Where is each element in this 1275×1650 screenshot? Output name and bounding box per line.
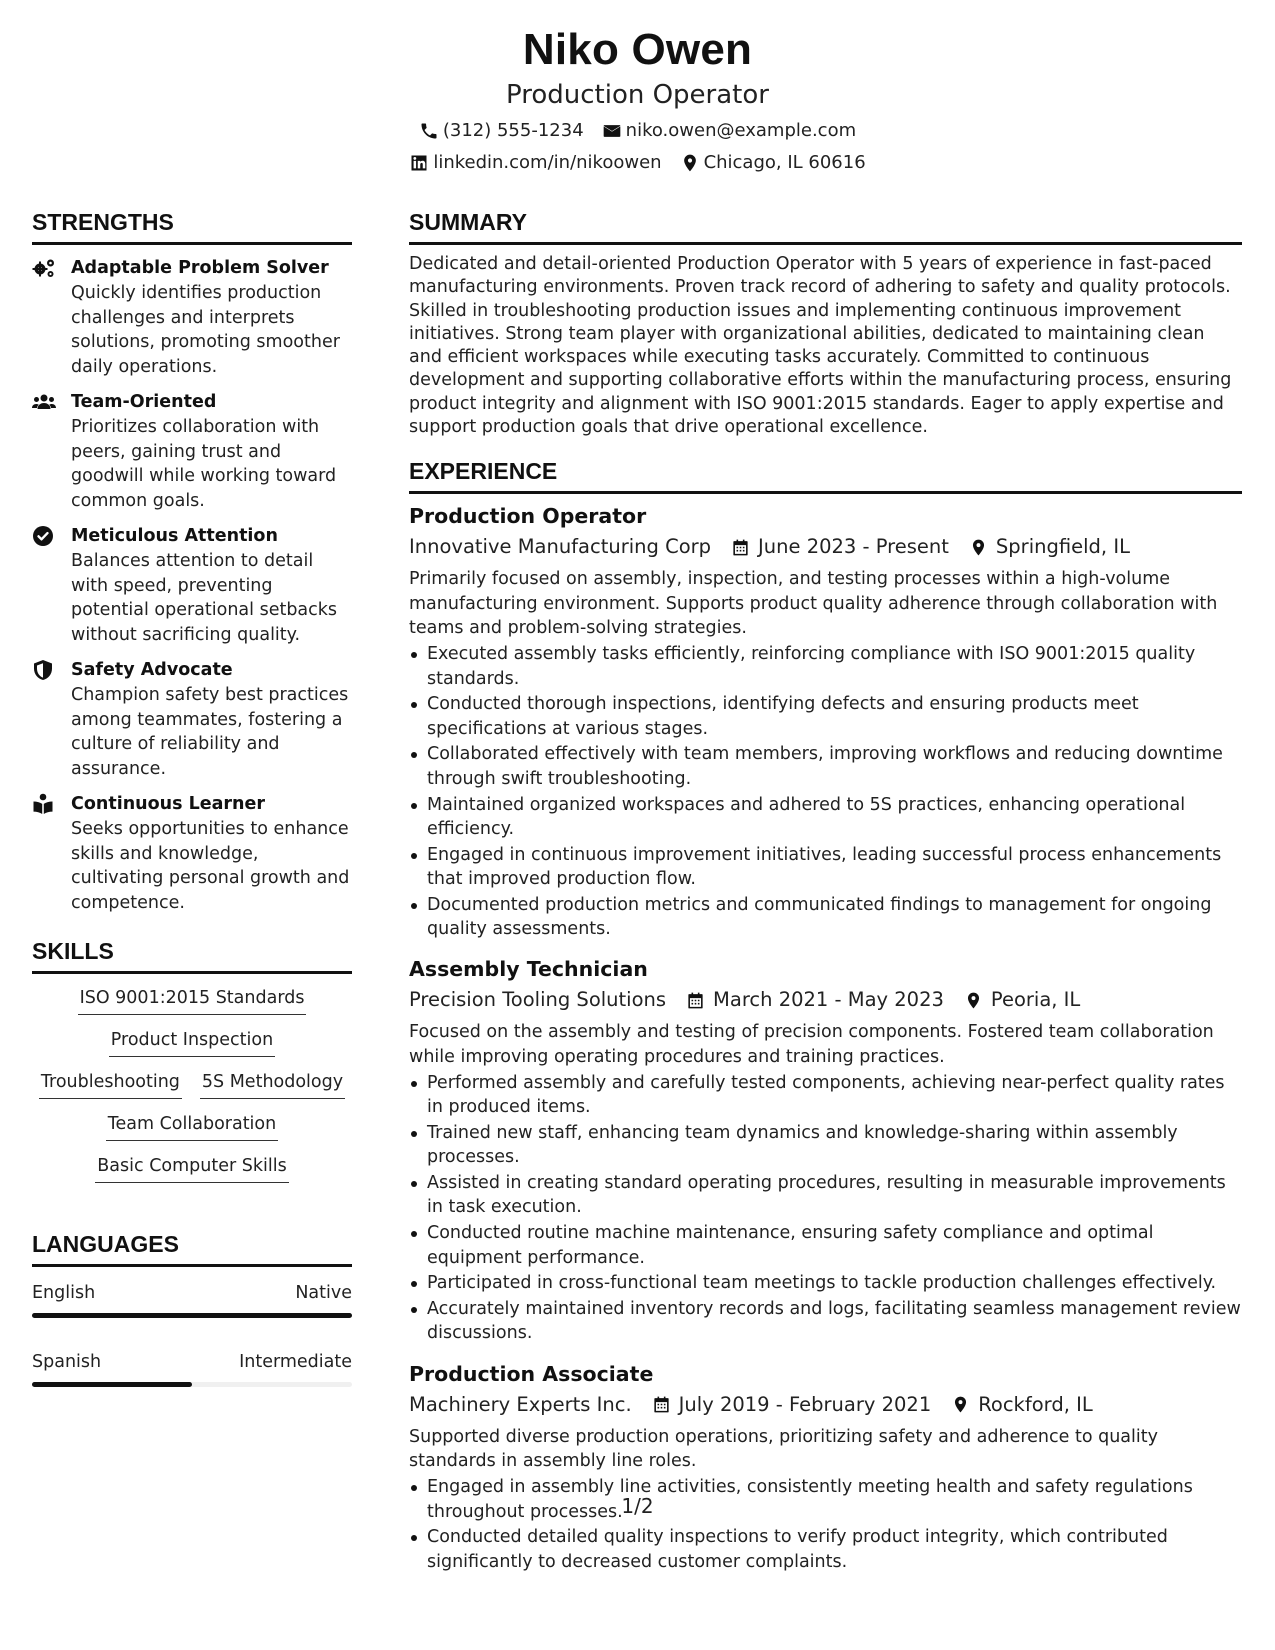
email-text: niko.owen@example.com	[625, 120, 857, 141]
map-marker-icon	[680, 153, 700, 173]
page-number: 1/2	[621, 1494, 654, 1518]
language-proficiency-fill	[32, 1313, 352, 1318]
strength-item	[32, 523, 352, 647]
job-meta	[409, 1390, 1242, 1420]
job-bullets	[409, 1071, 1242, 1346]
jobs-list	[409, 502, 1242, 1574]
strength-desc: Champion safety best practices among teammates, fostering a culture of reliability and assurance.	[71, 685, 349, 779]
location-text: Chicago, IL 60616	[703, 152, 866, 173]
job-bullet: Conducted detailed quality inspections to verify product integrity, which contributed significantly to decreased customer complaints.	[409, 1525, 1242, 1574]
language-proficiency-fill	[32, 1382, 192, 1387]
job-meta	[409, 985, 1242, 1015]
linkedin-icon	[409, 153, 429, 173]
map-marker-icon	[969, 538, 988, 557]
strength-title: Meticulous Attention	[71, 526, 278, 546]
summary-heading: SUMMARY	[409, 208, 1242, 245]
dates-text: June 2023 - Present	[758, 535, 949, 559]
strengths-section	[32, 208, 352, 915]
linkedin-text: linkedin.com/in/nikoowen	[433, 152, 662, 173]
skill-tag: ISO 9001:2015 Standards	[78, 986, 307, 1015]
strength-desc: Prioritizes collaboration with peers, gaining trust and goodwill while working toward common goals.	[71, 417, 337, 511]
strength-item	[32, 791, 352, 915]
strength-item	[32, 657, 352, 781]
language-level: Native	[295, 1283, 352, 1303]
dates-text: July 2019 - February 2021	[678, 1392, 932, 1416]
gears-icon	[32, 257, 56, 279]
languages-heading: LANGUAGES	[32, 1230, 352, 1267]
skills-list	[32, 982, 352, 1196]
job-bullet: Engaged in assembly line activities, consistently meeting health and safety regulations throughout processes.	[409, 1475, 1242, 1524]
calendar-icon	[686, 991, 705, 1010]
job-summary: Primarily focused on assembly, inspection, and testing processes within a high-volume manufacturing environment. Supports product quality adherence through collaboration with teams and problem-solving strategies.	[409, 569, 1218, 638]
job-bullet: Conducted routine machine maintenance, ensuring safety compliance and optimal equipment performance.	[409, 1221, 1242, 1270]
strengths-heading: STRENGTHS	[32, 208, 352, 245]
job-bullet: Collaborated effectively with team members, improving workflows and reducing downtime through swift troubleshooting.	[409, 742, 1242, 791]
contact-email[interactable]	[602, 116, 856, 146]
envelope-icon	[602, 121, 622, 141]
language-item	[32, 1281, 352, 1318]
job-entry	[409, 502, 1242, 941]
job-bullet: Assisted in creating standard operating procedures, resulting in measurable improvements in task execution.	[409, 1171, 1242, 1220]
language-item	[32, 1350, 352, 1387]
job-title: Assembly Technician	[409, 957, 648, 982]
strength-title: Continuous Learner	[71, 794, 266, 814]
job-title: Production Associate	[409, 1361, 654, 1386]
job-meta	[409, 532, 1242, 562]
language-name: Spanish	[32, 1352, 102, 1372]
contact-row-1	[0, 116, 1275, 146]
company-name: Innovative Manufacturing Corp	[409, 535, 712, 559]
job-location	[969, 532, 1130, 562]
contact-row-2	[0, 148, 1275, 178]
resume-header	[0, 22, 1275, 178]
right-column	[409, 208, 1242, 1575]
company-name: Precision Tooling Solutions	[409, 988, 667, 1012]
job-company	[409, 985, 666, 1015]
contact-location	[680, 148, 866, 178]
job-bullet: Accurately maintained inventory records and logs, facilitating seamless management review discussions.	[409, 1297, 1242, 1346]
contact-linkedin[interactable]	[409, 148, 661, 178]
job-location-text: Peoria, IL	[990, 988, 1081, 1012]
job-entry	[409, 1360, 1242, 1574]
job-title: Production Operator	[409, 504, 647, 529]
book-reader-icon	[32, 793, 56, 815]
job-dates	[652, 1390, 932, 1420]
calendar-icon	[652, 1395, 671, 1414]
job-entry	[409, 955, 1242, 1345]
skills-section	[32, 937, 352, 1196]
users-icon	[32, 391, 56, 413]
contact-phone[interactable]	[419, 116, 584, 146]
map-marker-icon	[964, 991, 983, 1010]
strength-desc: Seeks opportunities to enhance skills and knowledge, cultivating personal growth and competence.	[71, 819, 350, 913]
job-dates	[731, 532, 949, 562]
skill-tag: Basic Computer Skills	[95, 1154, 288, 1183]
candidate-name: Niko Owen	[522, 25, 753, 74]
job-dates	[686, 985, 944, 1015]
calendar-icon	[731, 538, 750, 557]
summary-section	[409, 208, 1242, 439]
languages-section	[32, 1230, 352, 1387]
job-bullets	[409, 642, 1242, 941]
job-location	[964, 985, 1080, 1015]
strength-title: Safety Advocate	[71, 660, 233, 680]
dates-text: March 2021 - May 2023	[713, 988, 944, 1012]
language-name: English	[32, 1283, 96, 1303]
job-company	[409, 1390, 632, 1420]
experience-heading: EXPERIENCE	[409, 457, 1242, 494]
job-bullet: Engaged in continuous improvement initiatives, leading successful process enhancements that improved production flow.	[409, 843, 1242, 892]
left-column	[32, 208, 352, 1387]
strength-desc: Balances attention to detail with speed, preventing potential operational setbacks without sacrificing quality.	[71, 551, 338, 645]
candidate-role: Production Operator	[506, 80, 769, 110]
job-location	[951, 1390, 1092, 1420]
job-bullet: Documented production metrics and communicated findings to management for ongoing quality assessments.	[409, 893, 1242, 942]
strength-item	[32, 389, 352, 513]
skills-heading: SKILLS	[32, 937, 352, 974]
strength-desc: Quickly identifies production challenges and interprets solutions, promoting smoother daily operations.	[71, 283, 340, 377]
job-company	[409, 532, 711, 562]
skill-tag: Team Collaboration	[106, 1112, 278, 1141]
phone-icon	[419, 121, 439, 141]
skill-tag: Product Inspection	[109, 1028, 275, 1057]
map-marker-icon	[951, 1395, 970, 1414]
job-bullet: Performed assembly and carefully tested components, achieving near-perfect quality rates in produced items.	[409, 1071, 1242, 1120]
skill-tag: 5S Methodology	[200, 1070, 345, 1099]
language-proficiency-bar	[32, 1382, 352, 1387]
summary-text: Dedicated and detail-oriented Production Operator with 5 years of experience in fast-paced manufacturing environments. Proven track record of adhering to safety and quality protocols. Skilled in troubleshooting production issues and implementing continuous improvement initiatives. Strong team player with organizational abilities, dedicated to maintaining clean and efficient workspaces while executing tasks accurately. Committed to continuous development and supporting collaborative efforts within the manufacturing process, ensuring product integrity and alignment with ISO 9001:2015 standards. Eager to apply expertise and support production goals that drive operational excellence.	[409, 254, 1232, 438]
job-bullet: Conducted thorough inspections, identifying defects and ensuring products meet specifications at various stages.	[409, 692, 1242, 741]
job-location-text: Rockford, IL	[978, 1392, 1093, 1416]
language-proficiency-bar	[32, 1313, 352, 1318]
check-circle-icon	[32, 525, 56, 547]
experience-section	[409, 457, 1242, 1574]
job-location-text: Springfield, IL	[995, 535, 1130, 559]
phone-text: (312) 555-1234	[442, 120, 584, 141]
job-summary: Supported diverse production operations, prioritizing safety and adherence to quality standards in assembly line roles.	[409, 1426, 1158, 1471]
job-summary: Focused on the assembly and testing of precision components. Fostered team collaboration while improving operating procedures and training practices.	[409, 1022, 1214, 1067]
skill-tag: Troubleshooting	[39, 1070, 182, 1099]
job-bullets	[409, 1475, 1242, 1574]
job-bullet: Executed assembly tasks efficiently, reinforcing compliance with ISO 9001:2015 quality standards.	[409, 642, 1242, 691]
job-bullet: Trained new staff, enhancing team dynamics and knowledge-sharing within assembly processes.	[409, 1121, 1242, 1170]
job-bullet: Participated in cross-functional team meetings to tackle production challenges effectively.	[409, 1271, 1242, 1295]
strength-item	[32, 255, 352, 379]
language-level: Intermediate	[239, 1352, 352, 1372]
company-name: Machinery Experts Inc.	[409, 1392, 632, 1416]
strength-title: Adaptable Problem Solver	[71, 258, 329, 278]
shield-icon	[32, 659, 56, 681]
strength-title: Team-Oriented	[71, 392, 217, 412]
job-bullet: Maintained organized workspaces and adhered to 5S practices, enhancing operational efficiency.	[409, 793, 1242, 842]
